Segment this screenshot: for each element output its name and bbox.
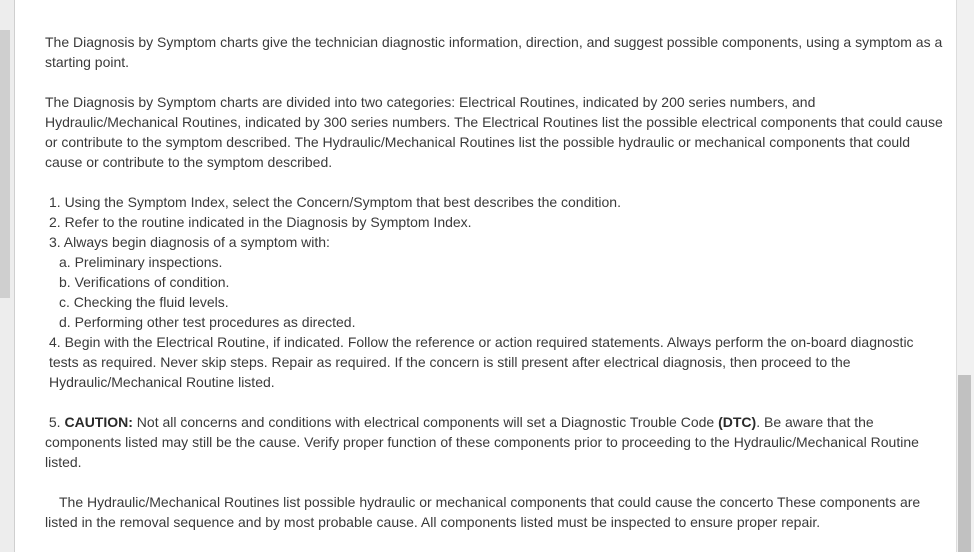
step-3d: d. Performing other test procedures as directed.: [59, 314, 356, 330]
step-3c: c. Checking the fluid levels.: [59, 294, 229, 310]
step-5-number: 5.: [48, 414, 61, 430]
step-3: 3. Always begin diagnosis of a symptom with:: [49, 234, 330, 250]
step-4: [45, 332, 945, 392]
left-panel-scroll-thumb[interactable]: [0, 30, 10, 298]
step-3a: a. Preliminary inspections.: [59, 254, 223, 270]
hydraulic-routines-paragraph: The Hydraulic/Mechanical Routines list possible hydraulic or mechanical components that could cause the concerto These components are listed in the removal sequence and by most probable cause. All components listed must be inspected to ensure proper repair.: [45, 494, 921, 530]
step-2: 2. Refer to the routine indicated in the Diagnosis by Symptom Index.: [49, 214, 472, 230]
document-content: [45, 32, 945, 552]
step-5-caution: [45, 412, 945, 472]
step-4-line1: 4. Begin with the Electrical Routine, if indicated. Follow the reference or action required statements. Always perform the on-board diagnostic: [49, 334, 914, 350]
categories-paragraph: The Diagnosis by Symptom charts are divided into two categories: Electrical Routines, indicated by 200 series numbers, and Hydraulic/Mechanical Routines, indicated by 300 series numbers. The Electrical Routines list the possible electrical components that could cause or contribute to the symptom described. The Hydraulic/Mechanical Routines list the possible hydraulic or mechanical components that could cause or contribute to the symptom described.: [45, 94, 943, 170]
step-3b: b. Verifications of condition.: [59, 274, 230, 290]
procedure-steps: [45, 192, 945, 392]
intro-paragraph: The Diagnosis by Symptom charts give the technician diagnostic information, direction, and suggest possible components, using a symptom as a starting point.: [45, 34, 943, 70]
scrollbar-thumb[interactable]: [958, 375, 971, 552]
caution-text: Not all concerns and conditions with electrical components will set a Diagnostic Trouble Code: [136, 414, 715, 430]
dtc-term: (DTC): [718, 414, 757, 430]
caution-label: CAUTION:: [64, 414, 133, 430]
step-4-line2: tests as required. Never skip steps. Repair as required. If the concern is still present after electrical diagnosis, then proceed to the Hydraulic/Mechanical Routine listed.: [49, 354, 851, 390]
caution-text-rest: . Be aware that the components listed may still be the cause. Verify proper function of these components prior to proceeding to the Hydraulic/Mechanical Routine listed.: [45, 414, 919, 470]
left-panel-edge: [0, 0, 15, 552]
step-1: 1. Using the Symptom Index, select the Concern/Symptom that best describes the condition.: [49, 194, 621, 210]
